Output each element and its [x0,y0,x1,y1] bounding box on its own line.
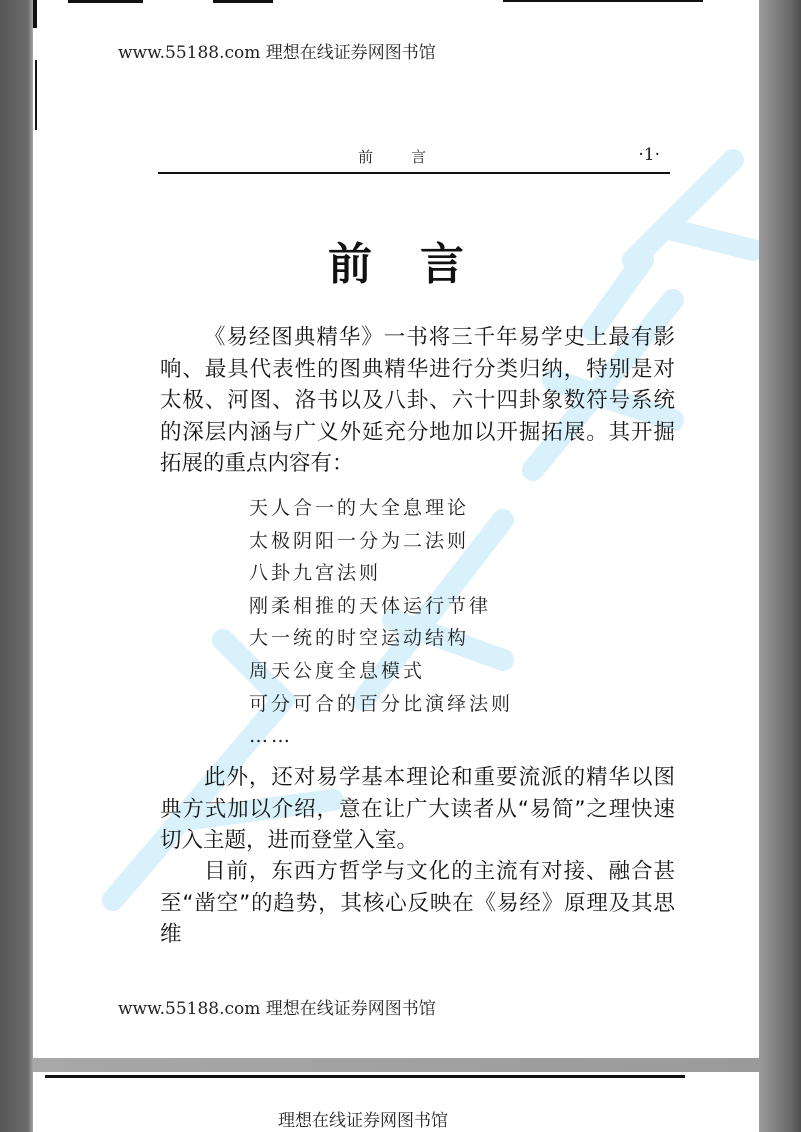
second-paragraph [160,762,675,857]
list-item: 刚柔相推的天体运行节律 [249,594,492,617]
running-head-title: 前言 [358,148,465,166]
scan-edge-mark [35,60,37,130]
key-topics-list [249,492,513,753]
intro-paragraph [160,322,675,480]
next-document-page [33,1072,759,1132]
scan-edge-mark [503,0,703,2]
page-number: ·1· [638,145,660,165]
list-item-ellipsis: …… [249,725,293,748]
third-paragraph [160,856,675,951]
list-item: 可分可合的百分比演绎法则 [249,692,514,715]
list-item: 八卦九宫法则 [249,562,382,585]
scan-edge-mark [33,0,37,28]
chapter-title: 前言 [328,239,512,290]
scan-edge-mark [213,0,273,3]
bottom-watermark-url: www.55188.com 理想在线证券网图书馆 [118,999,436,1019]
top-watermark-url: www.55188.com 理想在线证券网图书馆 [118,43,436,63]
next-page-watermark: 理想在线证券网图书馆 [278,1111,448,1131]
second-paragraph-text: 此外，还对易学基本理论和重要流派的精华以图典方式加以介绍，意在让广大读者从“易简”之理快速切入主题，进而登堂入室。 [160,765,675,853]
list-item: 周天公度全息模式 [249,659,426,682]
list-item: 太极阴阳一分为二法则 [249,529,470,552]
scan-edge-mark [45,1075,685,1078]
running-head [158,140,670,174]
document-page [33,0,759,1058]
third-paragraph-text: 目前，东西方哲学与文化的主流有对接、融合甚至“凿空”的趋势，其核心反映在《易经》原理及其思维 [160,859,675,947]
list-item: 大一统的时空运动结构 [249,627,470,650]
list-item: 天人合一的大全息理论 [249,497,470,519]
scan-edge-mark [68,0,143,3]
intro-paragraph-text: 《易经图典精华》一书将三千年易学史上最有影响、最具代表性的图典精华进行分类归纳，特别是对太极、河图、洛书以及八卦、六十四卦象数符号系统的深层内涵与广义外延充分地加以开掘拓展。其开掘拓展的重点内容有： [160,325,675,476]
